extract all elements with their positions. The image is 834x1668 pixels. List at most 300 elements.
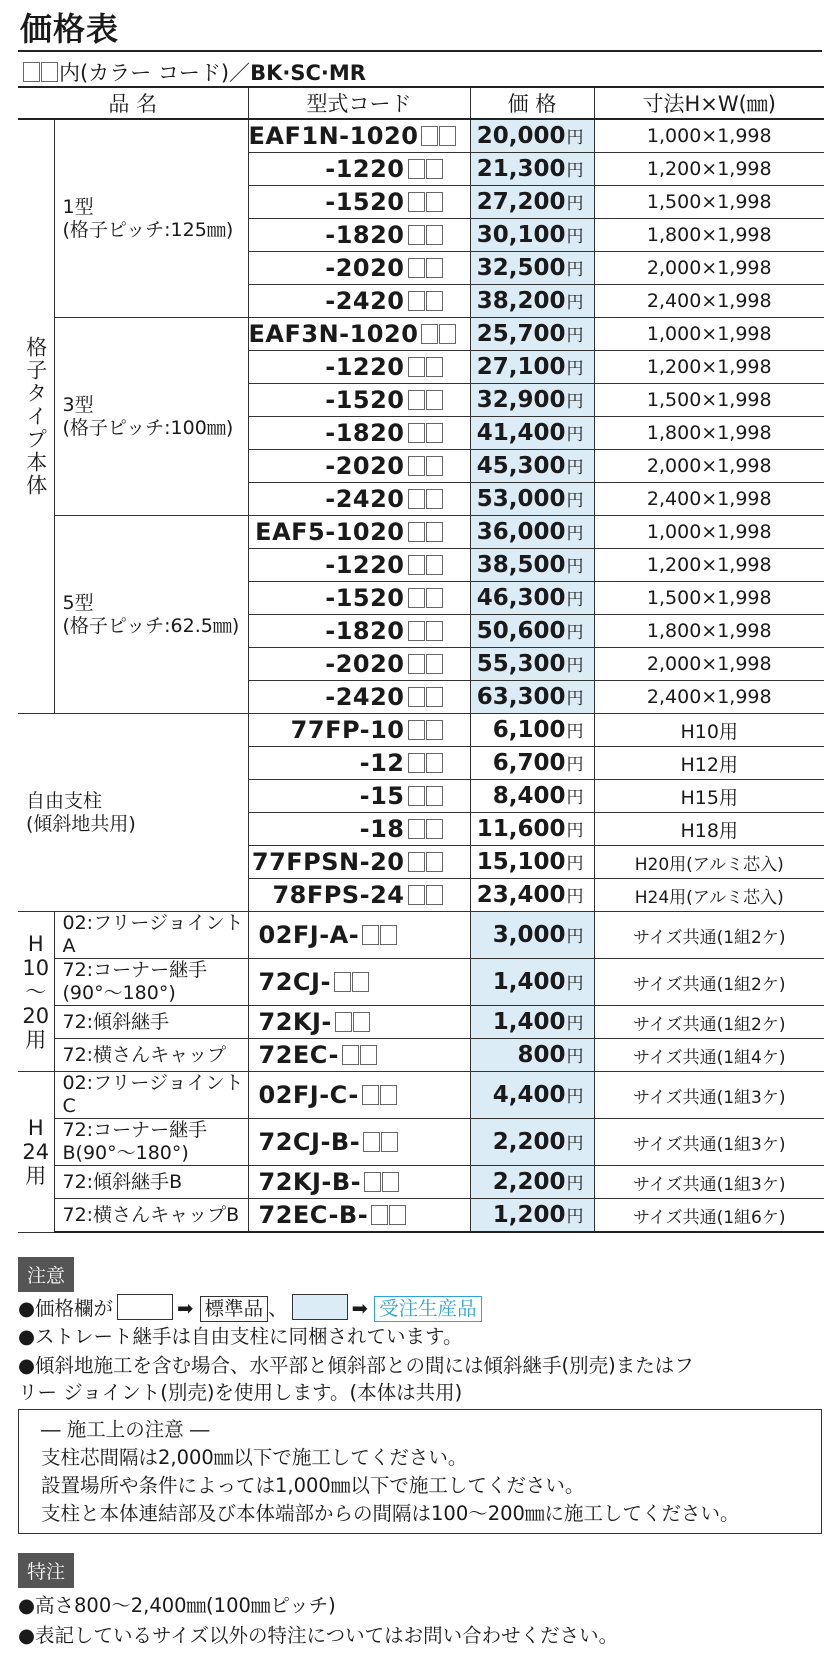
size-cell: 1,500×1,998 bbox=[594, 186, 824, 219]
table-row bbox=[18, 1166, 824, 1199]
size-cell: H20用(アルミ芯入) bbox=[594, 846, 824, 879]
size-cell: サイズ共通(1組6ケ) bbox=[594, 1199, 824, 1233]
model-code-cell bbox=[248, 681, 470, 714]
table-row bbox=[18, 912, 824, 959]
header-model-code: 型式コード bbox=[248, 87, 470, 119]
color-code-placeholder-icon bbox=[342, 1041, 378, 1069]
model-code: -2420 bbox=[325, 485, 405, 513]
model-code: -1820 bbox=[325, 419, 405, 447]
yen-unit: 円 bbox=[566, 194, 584, 214]
model-code-cell bbox=[248, 252, 470, 285]
color-code-placeholder-icon bbox=[408, 518, 444, 546]
color-code-placeholder-icon bbox=[408, 716, 444, 744]
price-cell bbox=[470, 615, 594, 648]
model-code-cell bbox=[248, 450, 470, 483]
model-code-cell bbox=[248, 219, 470, 252]
separator: 、 bbox=[268, 1297, 288, 1320]
type-pitch: (格子ピッチ:62.5㎜) bbox=[62, 614, 240, 637]
price-cell bbox=[470, 252, 594, 285]
model-code: 78FPS-24 bbox=[272, 881, 405, 909]
yen-unit: 円 bbox=[566, 1014, 584, 1034]
yen-unit: 円 bbox=[566, 128, 584, 148]
price-cell bbox=[470, 450, 594, 483]
price-value: 8,400 bbox=[492, 783, 566, 809]
model-code: -2020 bbox=[325, 452, 405, 480]
yen-unit: 円 bbox=[566, 1134, 584, 1154]
price-cell bbox=[470, 417, 594, 450]
table-header-row bbox=[18, 87, 824, 119]
note-slope-line1: ●傾斜地施工を含む場合、水平部と傾斜部との間には傾斜継手(別売)またはフ bbox=[18, 1354, 694, 1377]
price-value: 11,600 bbox=[476, 816, 566, 842]
model-code: 72EC- bbox=[258, 1041, 339, 1069]
price-cell bbox=[470, 153, 594, 186]
size-cell: 1,500×1,998 bbox=[594, 582, 824, 615]
model-code: -2020 bbox=[325, 254, 405, 282]
color-code-placeholder-icon bbox=[408, 650, 444, 678]
price-value: 30,100 bbox=[476, 222, 566, 248]
price-cell bbox=[470, 1006, 594, 1039]
special-inquiry-note: ●表記しているサイズ以外の特注についてはお問い合わせください。 bbox=[18, 1624, 619, 1647]
color-code-placeholder-icon bbox=[421, 122, 457, 150]
yen-unit: 円 bbox=[566, 755, 584, 775]
height-group-text: 〜 bbox=[25, 979, 47, 1004]
yen-unit: 円 bbox=[566, 656, 584, 676]
type-pitch: (格子ピッチ:100㎜) bbox=[62, 416, 234, 439]
model-code-cell bbox=[248, 780, 470, 813]
size-cell: 1,200×1,998 bbox=[594, 549, 824, 582]
size-cell: サイズ共通(1組2ケ) bbox=[594, 1006, 824, 1039]
page-title: 価格表 bbox=[20, 10, 120, 48]
price-cell bbox=[470, 912, 594, 959]
model-code-cell bbox=[248, 714, 470, 747]
model-code: -2420 bbox=[325, 683, 405, 711]
model-code-cell bbox=[248, 648, 470, 681]
model-code-cell bbox=[248, 959, 470, 1006]
caution-line: 支柱と本体連結部及び本体端部からの間隔は100〜200㎜に施工してください。 bbox=[41, 1502, 740, 1525]
model-code: 77FPSN-20 bbox=[251, 848, 405, 876]
price-cell bbox=[470, 1072, 594, 1119]
size-cell: 1,800×1,998 bbox=[594, 615, 824, 648]
table-row bbox=[18, 516, 824, 549]
color-code-placeholder-icon bbox=[421, 320, 457, 348]
size-cell: 2,400×1,998 bbox=[594, 285, 824, 318]
color-code-placeholder-icon bbox=[362, 1081, 398, 1109]
price-cell bbox=[470, 846, 594, 879]
price-value: 3,000 bbox=[492, 922, 566, 948]
color-code-placeholder-icon bbox=[408, 782, 444, 810]
header-size: 寸法H×W(㎜) bbox=[594, 87, 824, 119]
height-group-label bbox=[18, 1072, 54, 1233]
made-to-order-swatch bbox=[292, 1294, 348, 1320]
height-group-text: H bbox=[27, 1115, 44, 1140]
type-name-cell bbox=[54, 516, 248, 714]
model-code-cell bbox=[248, 1006, 470, 1039]
model-code: EAF5-1020 bbox=[255, 518, 405, 546]
price-cell bbox=[470, 219, 594, 252]
size-cell: サイズ共通(1組3ケ) bbox=[594, 1119, 824, 1166]
price-cell bbox=[470, 1199, 594, 1233]
color-code-placeholder-icon bbox=[408, 485, 444, 513]
model-code-cell bbox=[248, 846, 470, 879]
model-code: -1520 bbox=[325, 584, 405, 612]
caution-line: 設置場所や条件によっては1,000㎜以下で施工してください。 bbox=[41, 1474, 585, 1497]
model-code: 77FP-10 bbox=[290, 716, 405, 744]
price-value: 45,300 bbox=[476, 453, 566, 479]
color-code-text: 内(カラー コード)／ bbox=[59, 61, 251, 85]
model-code-cell bbox=[248, 912, 470, 959]
accessory-name: 72:傾斜継手 bbox=[54, 1006, 248, 1039]
height-group-label bbox=[18, 912, 54, 1072]
yen-unit: 円 bbox=[566, 788, 584, 808]
price-value: 21,300 bbox=[476, 156, 566, 182]
size-cell: サイズ共通(1組4ケ) bbox=[594, 1039, 824, 1072]
model-code: -1820 bbox=[325, 617, 405, 645]
price-value: 38,500 bbox=[476, 552, 566, 578]
color-code-placeholder-icon bbox=[335, 1008, 371, 1036]
caution-line: 支柱芯間隔は2,000㎜以下で施工してください。 bbox=[41, 1446, 468, 1469]
note-price-column bbox=[18, 1294, 482, 1322]
price-value: 55,300 bbox=[476, 651, 566, 677]
model-code: 72KJ-B- bbox=[258, 1168, 362, 1196]
price-cell bbox=[470, 959, 594, 1006]
price-cell bbox=[470, 516, 594, 549]
special-height-note: ●高さ800〜2,400㎜(100㎜ピッチ) bbox=[18, 1594, 336, 1617]
table-body bbox=[18, 119, 824, 1232]
price-value: 32,500 bbox=[476, 255, 566, 281]
accessory-name: 02:フリージョイントA bbox=[54, 912, 248, 959]
color-code-placeholder-icon bbox=[363, 1128, 399, 1156]
price-cell bbox=[470, 879, 594, 912]
table-row bbox=[18, 959, 824, 1006]
table-row bbox=[18, 714, 824, 747]
model-code-cell bbox=[248, 1072, 470, 1119]
header-price: 価 格 bbox=[470, 87, 594, 119]
note-price-prefix: ●価格欄が bbox=[18, 1297, 114, 1320]
header-product-name: 品 名 bbox=[18, 87, 248, 119]
model-code-cell bbox=[248, 384, 470, 417]
color-code-note bbox=[20, 57, 366, 87]
height-group-text: 20 bbox=[22, 1003, 50, 1028]
price-cell bbox=[470, 747, 594, 780]
size-cell: 2,000×1,998 bbox=[594, 252, 824, 285]
yen-unit: 円 bbox=[566, 359, 584, 379]
color-code-placeholder-icon bbox=[408, 683, 444, 711]
size-cell: 1,800×1,998 bbox=[594, 417, 824, 450]
model-code-cell bbox=[248, 318, 470, 351]
price-cell bbox=[470, 285, 594, 318]
price-cell bbox=[470, 483, 594, 516]
model-code: 72CJ-B- bbox=[258, 1128, 361, 1156]
color-code-placeholder-icon bbox=[364, 1168, 400, 1196]
free-post-name: 自由支柱 bbox=[26, 789, 103, 812]
color-code-placeholder-icon bbox=[408, 188, 444, 216]
color-code-placeholder-icon bbox=[408, 881, 444, 909]
price-value: 27,100 bbox=[476, 354, 566, 380]
standard-swatch bbox=[117, 1294, 173, 1320]
size-cell: H15用 bbox=[594, 780, 824, 813]
table-row bbox=[18, 1199, 824, 1233]
price-value: 4,400 bbox=[492, 1082, 566, 1108]
free-post-subname: (傾斜地共用) bbox=[26, 812, 136, 835]
type-name-cell bbox=[54, 318, 248, 516]
price-table bbox=[18, 86, 824, 1233]
yen-unit: 円 bbox=[566, 722, 584, 742]
color-code-placeholder-icon bbox=[408, 353, 444, 381]
lattice-body-group-label: 格子タイプ本体 bbox=[18, 119, 54, 714]
price-cell bbox=[470, 1119, 594, 1166]
price-cell bbox=[470, 780, 594, 813]
model-code: -1220 bbox=[325, 155, 405, 183]
price-value: 41,400 bbox=[476, 420, 566, 446]
yen-unit: 円 bbox=[566, 425, 584, 445]
yen-unit: 円 bbox=[566, 557, 584, 577]
size-cell: 1,000×1,998 bbox=[594, 516, 824, 549]
height-group-text: 10 bbox=[22, 955, 50, 980]
yen-unit: 円 bbox=[566, 887, 584, 907]
price-cell bbox=[470, 813, 594, 846]
model-code: EAF1N-1020 bbox=[248, 122, 419, 150]
model-code: -1820 bbox=[325, 221, 405, 249]
yen-unit: 円 bbox=[566, 689, 584, 709]
yen-unit: 円 bbox=[566, 1207, 584, 1227]
price-cell bbox=[470, 384, 594, 417]
color-code-placeholder-icon bbox=[23, 61, 59, 85]
yen-unit: 円 bbox=[566, 524, 584, 544]
model-code-cell bbox=[248, 615, 470, 648]
type-name-cell bbox=[54, 119, 248, 318]
price-value: 2,200 bbox=[492, 1129, 566, 1155]
price-value: 50,600 bbox=[476, 618, 566, 644]
yen-unit: 円 bbox=[566, 1174, 584, 1194]
yen-unit: 円 bbox=[566, 392, 584, 412]
model-code-cell bbox=[248, 582, 470, 615]
table-row bbox=[18, 1119, 824, 1166]
price-cell bbox=[470, 681, 594, 714]
color-code-placeholder-icon bbox=[408, 419, 444, 447]
size-cell: H24用(アルミ芯入) bbox=[594, 879, 824, 912]
accessory-name: 72:横さんキャップB bbox=[54, 1199, 248, 1233]
price-value: 6,100 bbox=[492, 717, 566, 743]
size-cell: H12用 bbox=[594, 747, 824, 780]
height-group-text: H bbox=[27, 931, 44, 956]
yen-unit: 円 bbox=[566, 161, 584, 181]
price-value: 23,400 bbox=[476, 882, 566, 908]
accessory-name: 72:傾斜継手B bbox=[54, 1166, 248, 1199]
type-name: 1型 bbox=[62, 195, 94, 218]
color-code-placeholder-icon bbox=[408, 749, 444, 777]
model-code: -15 bbox=[359, 782, 405, 810]
color-codes: BK·SC·MR bbox=[250, 61, 366, 85]
color-code-placeholder-icon bbox=[408, 254, 444, 282]
model-code: EAF3N-1020 bbox=[248, 320, 419, 348]
yen-unit: 円 bbox=[566, 326, 584, 346]
model-code-cell bbox=[248, 483, 470, 516]
yen-unit: 円 bbox=[566, 491, 584, 511]
color-code-placeholder-icon bbox=[371, 1201, 407, 1229]
accessory-name: 72:コーナー継手B(90°〜180°) bbox=[54, 1119, 248, 1166]
price-cell bbox=[470, 714, 594, 747]
yen-unit: 円 bbox=[566, 293, 584, 313]
price-cell bbox=[470, 186, 594, 219]
price-value: 20,000 bbox=[476, 123, 566, 149]
model-code-cell bbox=[248, 516, 470, 549]
notes-label: 注意 bbox=[18, 1257, 74, 1292]
special-order-label: 特注 bbox=[18, 1553, 74, 1588]
size-cell: サイズ共通(1組2ケ) bbox=[594, 959, 824, 1006]
price-value: 1,400 bbox=[492, 969, 566, 995]
color-code-placeholder-icon bbox=[408, 815, 444, 843]
height-group-text: 用 bbox=[25, 1027, 47, 1052]
yen-unit: 円 bbox=[566, 590, 584, 610]
color-code-placeholder-icon bbox=[408, 848, 444, 876]
size-cell: 2,400×1,998 bbox=[594, 681, 824, 714]
model-code: -1220 bbox=[325, 551, 405, 579]
price-cell bbox=[470, 318, 594, 351]
price-value: 32,900 bbox=[476, 387, 566, 413]
title-rule bbox=[18, 50, 822, 52]
model-code: -1220 bbox=[325, 353, 405, 381]
caution-title: ― 施工上の注意 ― bbox=[41, 1418, 210, 1441]
yen-unit: 円 bbox=[566, 854, 584, 874]
arrow-icon: ➡ bbox=[177, 1297, 194, 1320]
yen-unit: 円 bbox=[566, 623, 584, 643]
model-code-cell bbox=[248, 549, 470, 582]
model-code-cell bbox=[248, 747, 470, 780]
yen-unit: 円 bbox=[566, 927, 584, 947]
type-name: 5型 bbox=[62, 591, 94, 614]
size-cell: サイズ共通(1組3ケ) bbox=[594, 1072, 824, 1119]
price-value: 15,100 bbox=[476, 849, 566, 875]
accessory-name: 72:横さんキャップ bbox=[54, 1039, 248, 1072]
model-code-cell bbox=[248, 1199, 470, 1233]
price-cell bbox=[470, 582, 594, 615]
price-value: 53,000 bbox=[476, 486, 566, 512]
model-code: 72CJ- bbox=[258, 968, 331, 996]
table-row bbox=[18, 1006, 824, 1039]
table-row bbox=[18, 1039, 824, 1072]
model-code-cell bbox=[248, 1166, 470, 1199]
height-group-text: 用 bbox=[25, 1163, 47, 1188]
model-code: -1520 bbox=[325, 188, 405, 216]
note-slope-line2: リー ジョイント(別売)を使用します。(本体は共用) bbox=[18, 1381, 463, 1404]
yen-unit: 円 bbox=[566, 974, 584, 994]
model-code-cell bbox=[248, 417, 470, 450]
size-cell: 1,000×1,998 bbox=[594, 119, 824, 153]
model-code-cell bbox=[248, 813, 470, 846]
size-cell: 1,200×1,998 bbox=[594, 153, 824, 186]
size-cell: 2,000×1,998 bbox=[594, 450, 824, 483]
price-cell bbox=[470, 1166, 594, 1199]
size-cell: 1,800×1,998 bbox=[594, 219, 824, 252]
arrow-icon: ➡ bbox=[351, 1297, 368, 1320]
model-code: -1520 bbox=[325, 386, 405, 414]
note-straight-joint: ●ストレート継手は自由支柱に同梱されています。 bbox=[18, 1325, 463, 1348]
color-code-placeholder-icon bbox=[408, 617, 444, 645]
model-code-cell bbox=[248, 1119, 470, 1166]
free-post-name-cell bbox=[18, 714, 248, 912]
size-cell: 2,000×1,998 bbox=[594, 648, 824, 681]
model-code: 02FJ-A- bbox=[258, 921, 360, 949]
price-value: 25,700 bbox=[476, 321, 566, 347]
model-code-cell bbox=[248, 1039, 470, 1072]
table-row bbox=[18, 119, 824, 153]
type-pitch: (格子ピッチ:125㎜) bbox=[62, 218, 234, 241]
made-to-order-label: 受注生産品 bbox=[374, 1296, 482, 1322]
price-value: 800 bbox=[517, 1042, 566, 1068]
yen-unit: 円 bbox=[566, 821, 584, 841]
color-code-placeholder-icon bbox=[334, 968, 370, 996]
height-group-text: 24 bbox=[22, 1139, 50, 1164]
color-code-placeholder-icon bbox=[408, 551, 444, 579]
price-value: 38,200 bbox=[476, 288, 566, 314]
price-cell bbox=[470, 351, 594, 384]
color-code-placeholder-icon bbox=[408, 452, 444, 480]
model-code: 02FJ-C- bbox=[258, 1081, 359, 1109]
model-code: -12 bbox=[359, 749, 405, 777]
model-code: -2020 bbox=[325, 650, 405, 678]
construction-caution-box bbox=[18, 1409, 822, 1534]
model-code-cell bbox=[248, 186, 470, 219]
model-code-cell bbox=[248, 285, 470, 318]
yen-unit: 円 bbox=[566, 260, 584, 280]
table-row bbox=[18, 1072, 824, 1119]
price-cell bbox=[470, 549, 594, 582]
color-code-placeholder-icon bbox=[362, 921, 398, 949]
model-code: 72EC-B- bbox=[258, 1201, 369, 1229]
accessory-name: 02:フリージョイントC bbox=[54, 1072, 248, 1119]
accessory-name: 72:コーナー継手(90°〜180°) bbox=[54, 959, 248, 1006]
color-code-placeholder-icon bbox=[408, 584, 444, 612]
size-cell: サイズ共通(1組2ケ) bbox=[594, 912, 824, 959]
price-cell bbox=[470, 648, 594, 681]
type-name: 3型 bbox=[62, 393, 94, 416]
model-code-cell bbox=[248, 351, 470, 384]
model-code-cell bbox=[248, 879, 470, 912]
size-cell: サイズ共通(1組3ケ) bbox=[594, 1166, 824, 1199]
model-code-cell bbox=[248, 153, 470, 186]
color-code-placeholder-icon bbox=[408, 386, 444, 414]
model-code: -18 bbox=[359, 815, 405, 843]
model-code: 72KJ- bbox=[258, 1008, 332, 1036]
price-value: 46,300 bbox=[476, 585, 566, 611]
price-cell bbox=[470, 119, 594, 153]
color-code-placeholder-icon bbox=[408, 221, 444, 249]
price-value: 6,700 bbox=[492, 750, 566, 776]
size-cell: H18用 bbox=[594, 813, 824, 846]
price-value: 1,400 bbox=[492, 1009, 566, 1035]
yen-unit: 円 bbox=[566, 1047, 584, 1067]
table-row bbox=[18, 318, 824, 351]
size-cell: 2,400×1,998 bbox=[594, 483, 824, 516]
size-cell: 1,200×1,998 bbox=[594, 351, 824, 384]
price-value: 1,200 bbox=[492, 1202, 566, 1228]
price-cell bbox=[470, 1039, 594, 1072]
price-value: 63,300 bbox=[476, 684, 566, 710]
price-value: 27,200 bbox=[476, 189, 566, 215]
standard-label: 標準品 bbox=[200, 1296, 269, 1322]
yen-unit: 円 bbox=[566, 227, 584, 247]
price-value: 2,200 bbox=[492, 1169, 566, 1195]
size-cell: 1,500×1,998 bbox=[594, 384, 824, 417]
price-value: 36,000 bbox=[476, 519, 566, 545]
size-cell: H10用 bbox=[594, 714, 824, 747]
size-cell: 1,000×1,998 bbox=[594, 318, 824, 351]
model-code: -2420 bbox=[325, 287, 405, 315]
color-code-placeholder-icon bbox=[408, 287, 444, 315]
model-code-cell bbox=[248, 119, 470, 153]
yen-unit: 円 bbox=[566, 458, 584, 478]
color-code-placeholder-icon bbox=[408, 155, 444, 183]
